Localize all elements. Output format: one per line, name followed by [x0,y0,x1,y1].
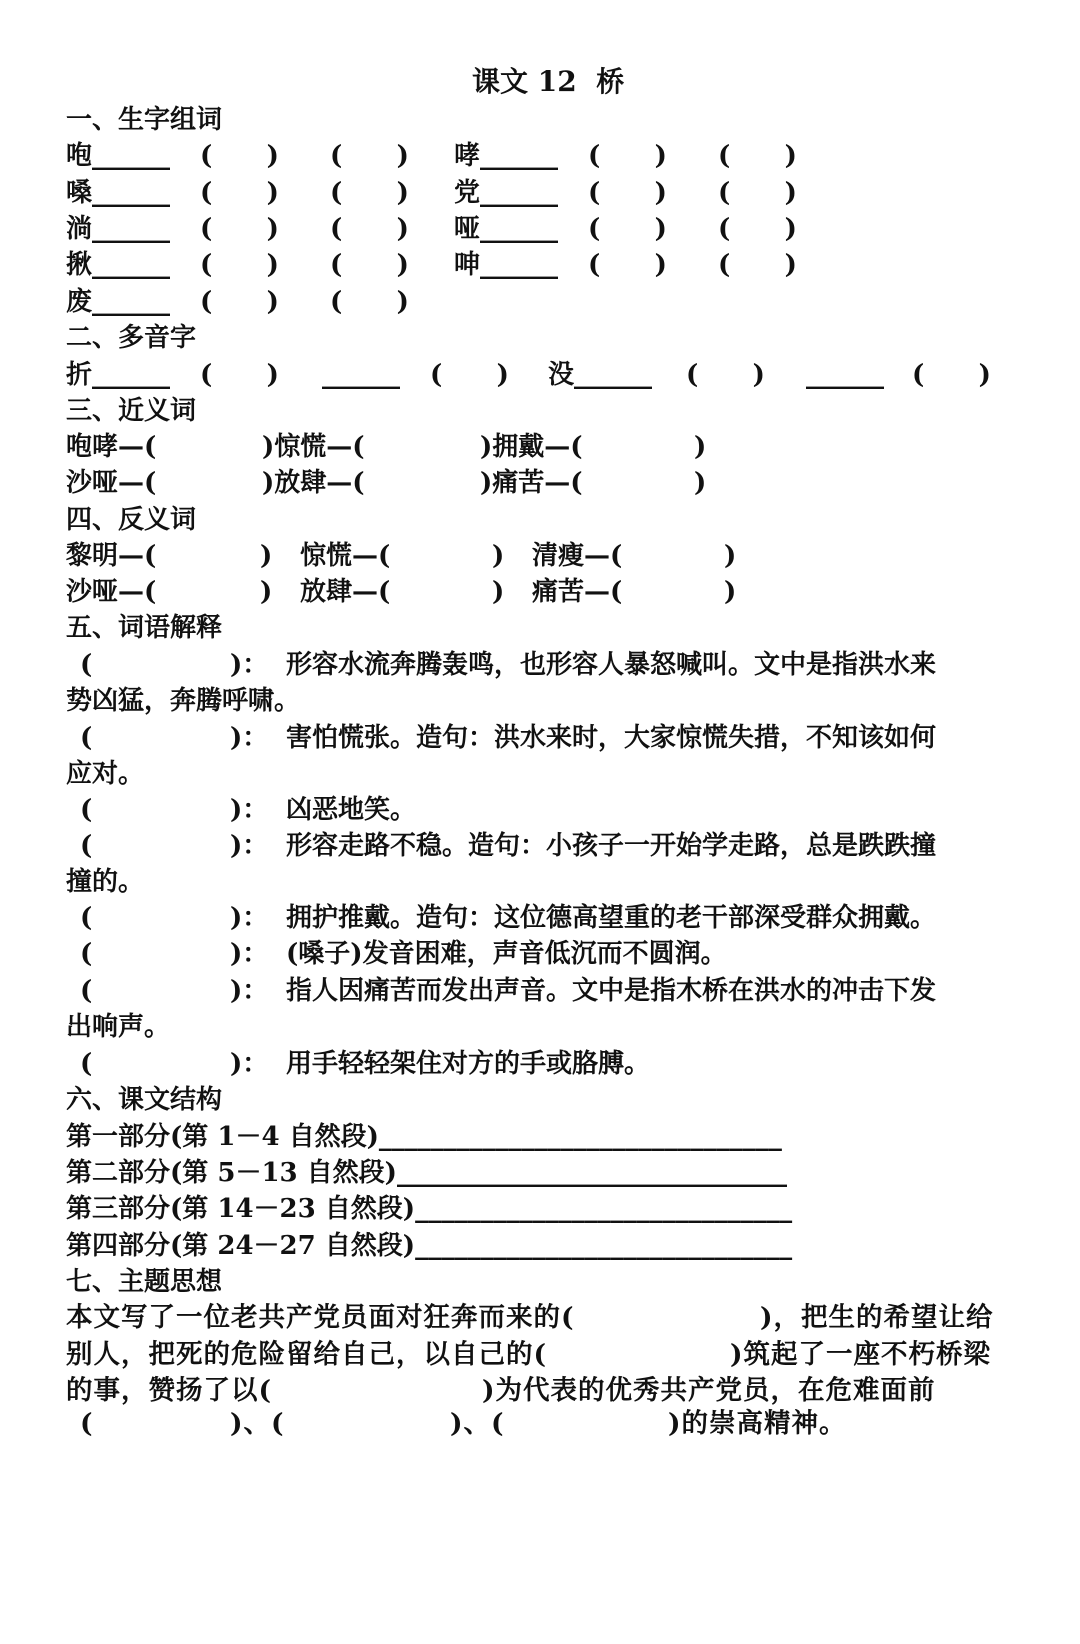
definition-text: 撞的。 [66,867,145,897]
definition-continuation [0,754,1080,794]
definition-continuation [0,862,1080,902]
structure-row[interactable] [0,1189,1080,1229]
char-prompt: 呻______ [454,250,559,280]
definition-item [0,645,1080,685]
section-heading: 二、多音字 [66,323,197,353]
structure-part[interactable]: 第四部分(第 24－27 自然段)_____________________________ [66,1231,793,1261]
section-4-heading [0,500,1080,540]
char-word-row [0,173,1080,213]
page-title: 课文 12 桥 [472,65,625,98]
section-heading: 三、近义词 [66,396,197,426]
definition-item [0,971,1080,1011]
answer-blank-close: )： [230,831,269,861]
char-word-row [0,245,1080,285]
theme-text: 的事，赞扬了以( [66,1375,273,1406]
answer-blank-close: )： [230,903,269,933]
theme-paragraph-line [0,1404,1080,1444]
answer-blank[interactable]: ( ) [200,214,279,244]
answer-blank-open[interactable]: ( [80,976,93,1006]
char-prompt: 哮______ [454,141,559,171]
synonym-row [0,463,1080,503]
theme-text: 本文写了一位老共产党员面对狂奔而来的( [66,1302,575,1333]
word-prompt: 沙哑—( [66,468,157,498]
structure-row[interactable] [0,1226,1080,1266]
answer-blank[interactable]: ( ) [686,360,765,390]
definition-text: 应对。 [66,759,145,789]
char-prompt: 揪______ [66,250,171,280]
definition-continuation [0,681,1080,721]
theme-text: )为代表的优秀共产党员，在危难面前 [482,1375,936,1406]
polyphone-row [0,355,1080,395]
answer-blank-open[interactable]: ( [80,831,93,861]
answer-blank[interactable]: ( ) [718,178,797,208]
section-heading: 六、课文结构 [66,1085,223,1115]
definition-text: 势凶猛，奔腾呼啸。 [66,686,301,716]
section-6-heading [0,1080,1080,1120]
answer-blank[interactable]: ( ) [718,141,797,171]
definition-text: 指人因痛苦而发出声音。文中是指木桥在洪水的冲击下发 [286,976,937,1006]
theme-text: )、( [230,1408,285,1439]
word-prompt: 放肆—( [300,577,391,607]
answer-blank[interactable]: ( ) [588,214,667,244]
answer-blank[interactable]: ( ) [718,250,797,280]
answer-blank-open[interactable]: ( [80,795,93,825]
answer-blank[interactable]: ( ) [330,178,409,208]
answer-blank-open[interactable]: ( [80,723,93,753]
bracket-close: ) [492,577,505,607]
char-prompt: 嗓______ [66,178,171,208]
char-prompt: 咆______ [66,141,171,171]
definition-text: 凶恶地笑。 [286,795,417,825]
page-title-line [0,62,1080,102]
answer-blank[interactable]: ( ) [330,250,409,280]
word-prompt: )痛苦—( [480,468,583,498]
answer-blank[interactable]: ( ) [200,360,279,390]
definition-text: 害怕慌张。造句：洪水来时，大家惊慌失措，不知该如何 [286,723,937,753]
theme-text: )、( [450,1408,505,1439]
answer-blank[interactable]: ( ) [200,287,279,317]
section-7-heading [0,1262,1080,1302]
section-5-heading [0,608,1080,648]
section-heading: 一、生字组词 [66,105,223,135]
structure-part[interactable]: 第二部分(第 5－13 自然段)______________________________ [66,1158,787,1188]
char-prompt: 淌______ [66,214,171,244]
definition-text: 拥护推戴。造句：这位德高望重的老干部深受群众拥戴。 [286,903,937,933]
synonym-row [0,427,1080,467]
section-heading: 四、反义词 [66,505,197,535]
answer-blank-open[interactable]: ( [80,650,93,680]
word-prompt: )放肆—( [262,468,365,498]
definition-item [0,826,1080,866]
theme-paragraph-line [0,1298,1080,1338]
answer-blank[interactable]: ( ) [200,178,279,208]
word-prompt: )惊慌—( [262,432,365,462]
answer-blank[interactable]: ( ) [330,287,409,317]
antonym-row [0,536,1080,576]
theme-text: )，把生的希望让给 [760,1302,994,1333]
structure-part[interactable]: 第三部分(第 14－23 自然段)_____________________________ [66,1194,793,1224]
word-prompt: 清瘦—( [532,541,623,571]
definition-text: (嗓子)发音困难，声音低沉而不圆润。 [286,939,727,969]
definition-item [0,934,1080,974]
answer-blank-open[interactable]: ( [80,1049,93,1079]
answer-blank-close: )： [230,723,269,753]
section-3-heading [0,391,1080,431]
answer-blank[interactable]: ( ) [330,214,409,244]
char-prompt: 没______ [548,360,653,390]
structure-row[interactable] [0,1117,1080,1157]
definition-text: 形容水流奔腾轰鸣，也形容人暴怒喊叫。文中是指洪水来 [286,650,937,680]
word-prompt: 沙哑—( [66,577,157,607]
theme-text: )筑起了一座不朽桥梁 [730,1339,992,1370]
answer-blank[interactable]: ( ) [588,178,667,208]
answer-blank-close: )： [230,976,269,1006]
definition-continuation [0,1007,1080,1047]
answer-blank-close: )： [230,939,269,969]
char-word-row [0,209,1080,249]
answer-blank-close: )： [230,1049,269,1079]
theme-text: )的崇高精神。 [668,1408,847,1439]
theme-text: 别人，把死的危险留给自己，以自己的( [66,1339,548,1370]
answer-blank[interactable]: ( ) [200,141,279,171]
structure-row[interactable] [0,1153,1080,1193]
bracket-close: ) [724,577,737,607]
answer-blank[interactable]: ( ) [588,250,667,280]
word-prompt: )拥戴—( [480,432,583,462]
bracket-close: ) [694,468,707,498]
definition-text: 出响声。 [66,1012,171,1042]
answer-blank-open[interactable]: ( [80,939,93,969]
word-prompt: 黎明—( [66,541,157,571]
bracket-close: ) [260,577,273,607]
definition-text: 形容走路不稳。造句：小孩子一开始学走路，总是跌跌撞 [286,831,937,861]
char-word-row [0,136,1080,176]
section-heading: 七、主题思想 [66,1267,223,1297]
theme-paragraph-line [0,1335,1080,1375]
bracket-close: ) [694,432,707,462]
word-prompt: 惊慌—( [300,541,391,571]
bracket-close: ) [260,541,273,571]
answer-blank-close: )： [230,650,269,680]
definition-item [0,790,1080,830]
definition-item [0,718,1080,758]
answer-line[interactable]: ______ [806,360,884,390]
char-prompt: 折______ [66,360,171,390]
antonym-row [0,572,1080,612]
word-prompt: 咆哮—( [66,432,157,462]
section-heading: 五、词语解释 [66,613,223,643]
section-2-heading [0,318,1080,358]
definition-text: 用手轻轻架住对方的手或胳膊。 [286,1049,651,1079]
answer-blank[interactable]: ( ) [912,360,991,390]
char-prompt: 哑______ [454,214,559,244]
structure-part[interactable]: 第一部分(第 1－4 自然段)_______________________________ [66,1122,782,1152]
section-1-heading [0,100,1080,140]
char-prompt: 废______ [66,287,171,317]
word-prompt: 痛苦—( [532,577,623,607]
answer-blank[interactable]: ( ) [430,360,509,390]
answer-blank[interactable]: ( ) [588,141,667,171]
bracket-close: ) [724,541,737,571]
definition-item [0,1044,1080,1084]
answer-line[interactable]: ______ [322,360,400,390]
char-prompt: 党______ [454,178,559,208]
theme-text: ( [80,1408,94,1439]
bracket-close: ) [492,541,505,571]
answer-blank[interactable]: ( ) [200,250,279,280]
answer-blank[interactable]: ( ) [718,214,797,244]
definition-item [0,898,1080,938]
answer-blank-open[interactable]: ( [80,903,93,933]
char-word-row [0,282,1080,322]
answer-blank-close: )： [230,795,269,825]
answer-blank[interactable]: ( ) [330,141,409,171]
